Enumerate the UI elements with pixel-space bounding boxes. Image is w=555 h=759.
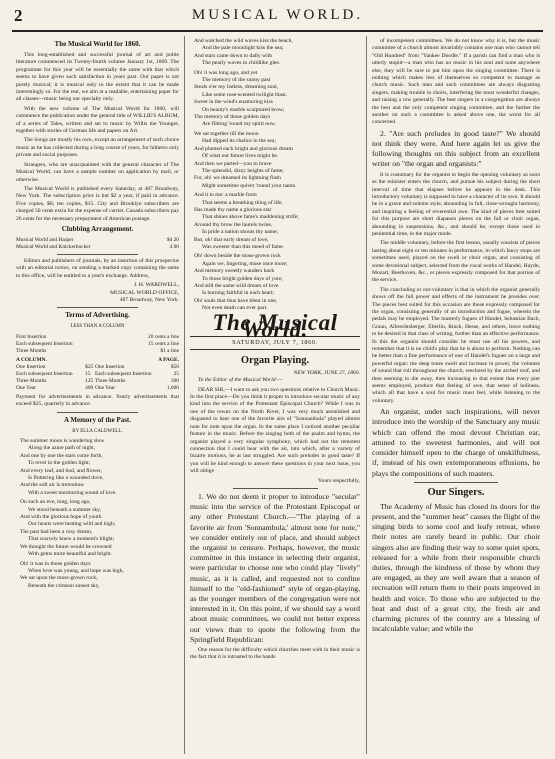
poem-line: Oh! it was in those golden days — [20, 560, 91, 567]
table-cell: Three Months — [16, 377, 47, 384]
poem-line: Again we, lingering, muse once more; — [202, 260, 288, 267]
poem-line: Not even death can ever part. — [202, 305, 268, 312]
poem-stanza — [194, 253, 360, 312]
poem-line: We thought the future would be crowned — [20, 543, 112, 550]
address-line: J. H. WARDWELL, — [133, 282, 179, 289]
poem-line: When love was young, and hope was high, — [28, 567, 124, 574]
paragraph: DEAR SIR,—I want to ask you two questions relative to Church Music. In the first place—Do you think it proper to introduce secular music of any kind into the service of the Protestant Episcopal Church? While I was in one of the towns on the North River, I was very much astonished and disgusted to hear one of the favorite airs of "Sonnambula" played almost note for note upon the organ. In the same place I noticed another peculiar feature in the music. Before the singing both of the psalm and hymn, the organist played a very singular symphony, which had not the remotest connection that I could hear with the air, into which, after a variety of bizarre motions, he at last struggled. Are such preludes in good taste? If you will be kind enough to answer these questions in your next issue, you will oblige — [190, 386, 360, 475]
table-cell: One Year — [95, 384, 116, 391]
table-row — [16, 348, 179, 355]
issue-dateline: SATURDAY, JULY 7, 1860. — [190, 336, 360, 349]
poem-line: And then we parted—you to brave — [194, 160, 272, 167]
paragraph: The Songs are mostly his own, except an arrangement of such choice music as he has collected during a long course of years, for hitherto only private and social purposes. — [16, 137, 179, 159]
paragraph: of incompetent committees. We do not know why it is, but the music committee of a church almost invariably contains one man who cannot tell "Old Hundred" from "Yankee Doodle." If a parish can find a man who is utterly stupid—a man who has no music in his soul and none anywhere else, they will be sure to put him upon the singing committee. There is nothing which makes less of themselves so competent to manage as church music. Such men and such committees are always disgusting singers, making trouble in choirs, interfering the most wonderful changes, and raising a row generally. The best singers in a congregation are always the best and the only competent singing committee, and the further the another on such a committee is asked above one, the worst for all concerned. — [372, 38, 540, 126]
poem-line: And it to me: a marble form — [194, 192, 257, 199]
separator — [414, 482, 498, 483]
paragraph: Strangers, who are unacquainted with the general character of The Musical World, can have a sample number on application by mail, or otherwise. — [16, 161, 179, 183]
table-cell: One Year — [16, 384, 37, 391]
paragraph: 2. "Are such preludes in good taste?" We should not think they were. And here again let us give the following thoughts on this subject from an excellent writer on "the organ and organists:" — [372, 128, 540, 169]
poem-line: The memory of those golden days — [194, 114, 271, 121]
poem-line: The splendid, dizzy heights of fame; — [202, 167, 284, 174]
address-line: 487 Broadway, New York. — [119, 296, 179, 303]
table-cell: $25 — [85, 363, 94, 370]
column-rule — [366, 36, 367, 754]
poem-line: And the pale moonlight kiss the sea; — [202, 45, 284, 52]
table-row — [16, 334, 179, 341]
poem-line: And memory sweetly wanders back — [194, 268, 275, 275]
poem-title: A Memory of the Past. — [63, 415, 132, 424]
poem-line: Had dipped its chalice in the sea; — [202, 138, 276, 145]
table-cell: 300 — [170, 377, 179, 384]
table-row — [16, 244, 179, 251]
header-rule — [12, 30, 543, 32]
table-cell: $50 — [170, 363, 179, 370]
paragraph: Editors and publishers of journals, by an insertion of this prospectus with an editorial notice, on sending a marked copy containing the same to this office, will be entitled to a year's exchange. Address, — [16, 257, 179, 279]
paragraph: It is customary for the organist to begin the opening voluntary as soon as the minister enters the church, and pursue his subject during the short interval of time that elapses before he appears in the desk. This introductory voluntary is supposed to have a character of its own. It should be in a grave and solemn style, abounding in full, close-wrought harmony, and inspiring a feeling of reverential awe. The kind of pieces best suited for this purpose are short diapason pieces on the full or choir organ, abounding in suspensions, &c., and should be, except those used in penitential time, in the major mode. — [372, 171, 540, 237]
column-right — [372, 38, 540, 753]
address-line: MUSICAL WORLD OFFICE, — [110, 289, 179, 296]
poem-stanza — [194, 131, 360, 190]
poem-line: And still the same wild dream of love — [194, 283, 279, 289]
paragraph: The Academy of Music has closed its doors for the present, and the "summer heat" causes the flight of the singing birds to some cool and leafy retreat, where their notes are rarely heard in public. Our choir singers also are finding their way to some quiet spots, released for a while from their responsible church duties, through the kindness of those by whom they are engaged, as they are well aware that a season of recreation will return them to their posts improved in health and voice. To those who are subjected to the heat and dust of a great city, the fresh air and charming pictures of the country are a blessing of incalculable value; and while the — [372, 501, 540, 634]
article-reply — [190, 492, 360, 645]
poem-line: To those bright golden days of yore, — [202, 275, 283, 282]
poem-line: That seems a breathing thing of life, — [202, 199, 283, 206]
paragraph: The concluding or out-voluntary is that in which the organist generally shows off the full power and effects of the instrument he presides over. The pieces best suited for this occasion are those expressly composed for the organ, consisting generally of an introduction and fugue, wherein the pedals may be employed. The masterly fugues of Handel, Sebastian Bach, Graun, Albrechtsberger, Eberlin, Rinck, Hesse, and others, leave nothing to be desired in that class of writing, further than an effective performance. In this the organist should consider he must use all his powers, and remember that it is no child's play that he is about to perform. Nothing can be better than a fine performance of one of Handel's fugues on a large and powerful organ: the deep tones swell and increase in power, the volumes of sound that roll throughout the church, reechoed by the arched roof, and then seeming to die away, then increasing to that extent that every pier seems employed, produce that feeling of awe, that sense of holiness, which all that have a soul for music must feel, while listening to the voluntary. — [372, 286, 540, 404]
paragraph: The Musical World is published every Saturday, at 487 Broadway, New York. The subscription price is but $2 a year, if paid in advance. Five copies, $8; ten copies, $15. City and Brooklyn subscribers are charged 50 cents extra for the expense of carrier. Canada subscribers pay 26 cents for the necessary prepayment of American postage. — [16, 185, 179, 222]
poem-line: The past had been a rosy dream, — [20, 528, 93, 535]
poem-stanza — [194, 38, 360, 68]
poem-line: We sat upon the moss-grown rock, — [20, 575, 98, 582]
running-head: MUSICAL WORLD. — [191, 7, 364, 23]
poem-line: Like some rose-scented twilight blast. — [202, 91, 287, 98]
column-left — [16, 38, 179, 753]
poem-line: Are flitting 'round my spirit now. — [202, 121, 276, 128]
poem-line: Has made thy name a glorious star — [194, 206, 272, 213]
poem-line: And stars came down to dally with — [194, 52, 272, 59]
table-cell: $4 20 — [166, 236, 179, 243]
poem-line: Oh! souls that thus have blent in one, — [194, 297, 278, 304]
poem-line: On beauty's marble sculptured brow; — [202, 106, 285, 113]
paragraph: With the new volume of The Musical World for 1860, will commence the publication under the general title of WILLIE'S ALBUM, of a series of Tales, written and set to music by Willis the Younger, together with stories of German life and papers on Art. — [16, 105, 179, 135]
section-title: Our Singers. — [427, 486, 485, 498]
masthead: The Musical World. — [212, 309, 338, 343]
poem-line: We stood beneath a summer sky, — [28, 506, 102, 513]
poem-line: And the soft air is tremulous — [20, 482, 84, 489]
poem-line: That shines above fame's maddening strife; — [202, 214, 299, 221]
poem-line: Our hearts were beating wild and high; — [28, 521, 116, 528]
advertising-subtitle: LESS THAN A COLUMN — [70, 324, 125, 330]
prospectus-title: The Musical World for 1860. — [54, 40, 141, 48]
column-rule — [184, 36, 185, 754]
article-reply — [372, 129, 540, 170]
table-row — [16, 378, 179, 385]
table-cell: 400 — [85, 384, 94, 391]
poem-line: The summer moon is wandering slow — [20, 438, 105, 444]
article-title: Organ Playing. — [240, 354, 310, 366]
poem-line: And every leaf, and bud, and flower, — [20, 467, 102, 474]
table-header-cell: A PAGE. — [158, 356, 179, 363]
paragraph: This long-established and successful journal of art and polite literature commenced its Twenty-fourth volume January 1st, 1860. The programme for this year will be essentially the same with that which seems to have given such satisfaction in years past. Our paper is not purely musical; it is musical only to the extent that it can be made interestingly so. For the rest, we aim at a readable, entertaining paper for all classes—music being our specialty only. — [16, 52, 179, 103]
table-cell: Three Months — [95, 377, 126, 384]
table-row — [16, 385, 179, 392]
article-dateline: NEW YORK, JUNE 27, 1860. — [293, 369, 360, 376]
poem-stanza — [20, 499, 179, 558]
paragraph: One reason for the difficulty which churches meet with in their music is the fact that it is intrusted to the hands — [190, 646, 360, 661]
table-cell: Musical World and Knickerbocker — [16, 243, 91, 250]
poem-line: That scarcely knew a moment's blight; — [28, 536, 115, 543]
poem-line: But, oh! that early dream of love, — [194, 236, 269, 243]
table-cell: 4 00 — [169, 243, 179, 250]
column-middle — [190, 38, 360, 753]
poem-line: Along the azure path of night, — [28, 445, 96, 452]
table-cell: Each subsequent Insertion — [16, 340, 73, 347]
poem-line: We sat together till the moon — [194, 130, 259, 137]
poem-line: Is fluttering like a wounded dove, — [28, 475, 104, 482]
poem-byline: BY ELLA CALDWELL. — [72, 428, 123, 434]
table-row — [16, 237, 179, 244]
poem-stanza — [194, 70, 360, 129]
poem-line: Steals o'er my listless, dreaming soul, — [194, 84, 279, 91]
table-cell: 15 cents a line — [148, 340, 179, 347]
article-salutation: To the Editor of the Musical World:— — [198, 377, 283, 384]
table-cell: 20 cents a line — [148, 333, 179, 340]
poem-line: Oh! down beside the moss-grown rock — [194, 253, 281, 260]
table-header-cell: A COLUMN. — [16, 356, 47, 363]
poem-line: And watched the wild waves kiss the beach, — [194, 38, 293, 44]
poem-line: Of what our future lives might be. — [202, 153, 279, 160]
table-cell: 25 — [173, 370, 179, 377]
article-reply — [372, 407, 540, 478]
table-cell: 1,000 — [166, 384, 179, 391]
poem-line: To revel in the golden light; — [28, 460, 91, 467]
poem-stanza — [194, 192, 360, 251]
separator — [57, 412, 139, 413]
paragraph: An organist, under such inspirations, will never introduce into the worship of the Sanctuary any music which can offend the most devout Christian ear, attuned to the sweetest harmonies, and will not consider himself open to the charge of unskilfulness, if, instead of his own extemporaneous effusions, he plays the compositions of such masters. — [372, 407, 540, 478]
separator — [57, 254, 139, 255]
table-cell: $1 a line — [160, 347, 179, 354]
separator — [233, 488, 318, 489]
table-cell: One Insertion — [16, 363, 46, 370]
poem-line: With gems more beautiful and bright. — [28, 551, 112, 558]
table-cell: Musical World and Harper — [16, 236, 74, 243]
poem-line: In pride a nation shouts thy name; — [202, 229, 279, 236]
poem-stanza — [20, 438, 179, 497]
page-header — [14, 6, 541, 32]
page-number: 2 — [14, 6, 23, 25]
poem-line: On such an eve, long, long ago, — [20, 499, 91, 506]
clubbing-table — [16, 237, 179, 251]
table-row — [16, 371, 179, 378]
poem-line: With a sweet murmuring sound of love. — [28, 489, 117, 496]
poem-line: The memory of the sunny past — [202, 77, 271, 84]
signoff: Yours respectfully, — [318, 477, 360, 484]
poem-line: Around thy brow the laurels twine, — [194, 221, 273, 228]
poem-line: Might sometime quiver 'round your name. — [202, 182, 297, 189]
poem-line: And with the glorious hope of youth — [20, 514, 102, 521]
paragraph: 1. We do not deem it proper to introduce "secular" music into the service of the Protestant Episcopal or any other Protestant Church.—"The playing of a favorite air from 'Sonnambula,' almost note for note," we consider entirely out of place, and should subject the organist to censure. Perhaps, however, the music committee in this instance in selecting their organist, were particular to choose one who could play "lively" music, as it is called, and requested not to confine himself to the "old-fashioned" style of organ-playing, as the younger members of the congregation were not interested in it. On this point, if we should say a word about music committees, we could not better express our views than to quote the following from the Springfield Republican: — [190, 491, 360, 644]
poem-line: Is burning faithful in each heart; — [202, 290, 275, 297]
poem-line: For, oh! we dreamed its lightning flash — [194, 175, 281, 182]
poem-line: And one by one the stars come forth, — [20, 452, 103, 459]
poem-line: And plumed each bright and glorious dream — [194, 145, 293, 152]
clubbing-title: Clubbing Arrangement. — [61, 224, 134, 233]
table-cell: Each subsequent Insertion — [16, 370, 73, 377]
table-cell: Each subsequent Insertion — [95, 370, 152, 377]
table-cell: 125 — [85, 377, 94, 384]
paragraph: The middle voluntary, before the first lesson, usually consists of pieces lasting about eight or ten minutes in performance, in which fancy stops are sometimes used, played on the swell or choir organ, and consisting of some devotional subject, selected from the vocal works of Handel, Haydn, Mozart, Beethoven, &c., or pieces expressly composed for that portion of the service. — [372, 240, 540, 284]
table-cell: 15 — [85, 370, 91, 377]
advertising-table-small — [16, 334, 179, 355]
table-header-row — [16, 357, 179, 364]
poem-stanza — [20, 561, 179, 591]
singers-article — [372, 502, 540, 635]
separator — [57, 307, 139, 308]
table-cell: First Insertion — [16, 333, 47, 340]
table-row — [16, 364, 179, 371]
poem-line: Beneath the crimson sunset sky, — [28, 582, 100, 589]
paragraph: Payment for advertisements in advance. Yearly advertisements that exceed $25, quarterly in advance. — [16, 393, 179, 408]
poem-line: Was sweeter than this meed of fame. — [202, 243, 285, 250]
advertising-table-large — [16, 357, 179, 392]
poem-line: The pearly waves in childlike glee. — [202, 60, 281, 67]
table-cell: Three Months — [16, 347, 47, 354]
poem-line: Sweet in the wind's enamoring kiss — [194, 99, 273, 106]
table-row — [16, 341, 179, 348]
poem-line: Oh! it was long ago, and yet — [194, 69, 258, 76]
table-cell: One Insertion — [95, 363, 125, 370]
advertising-title: Terms of Advertising. — [65, 311, 130, 320]
